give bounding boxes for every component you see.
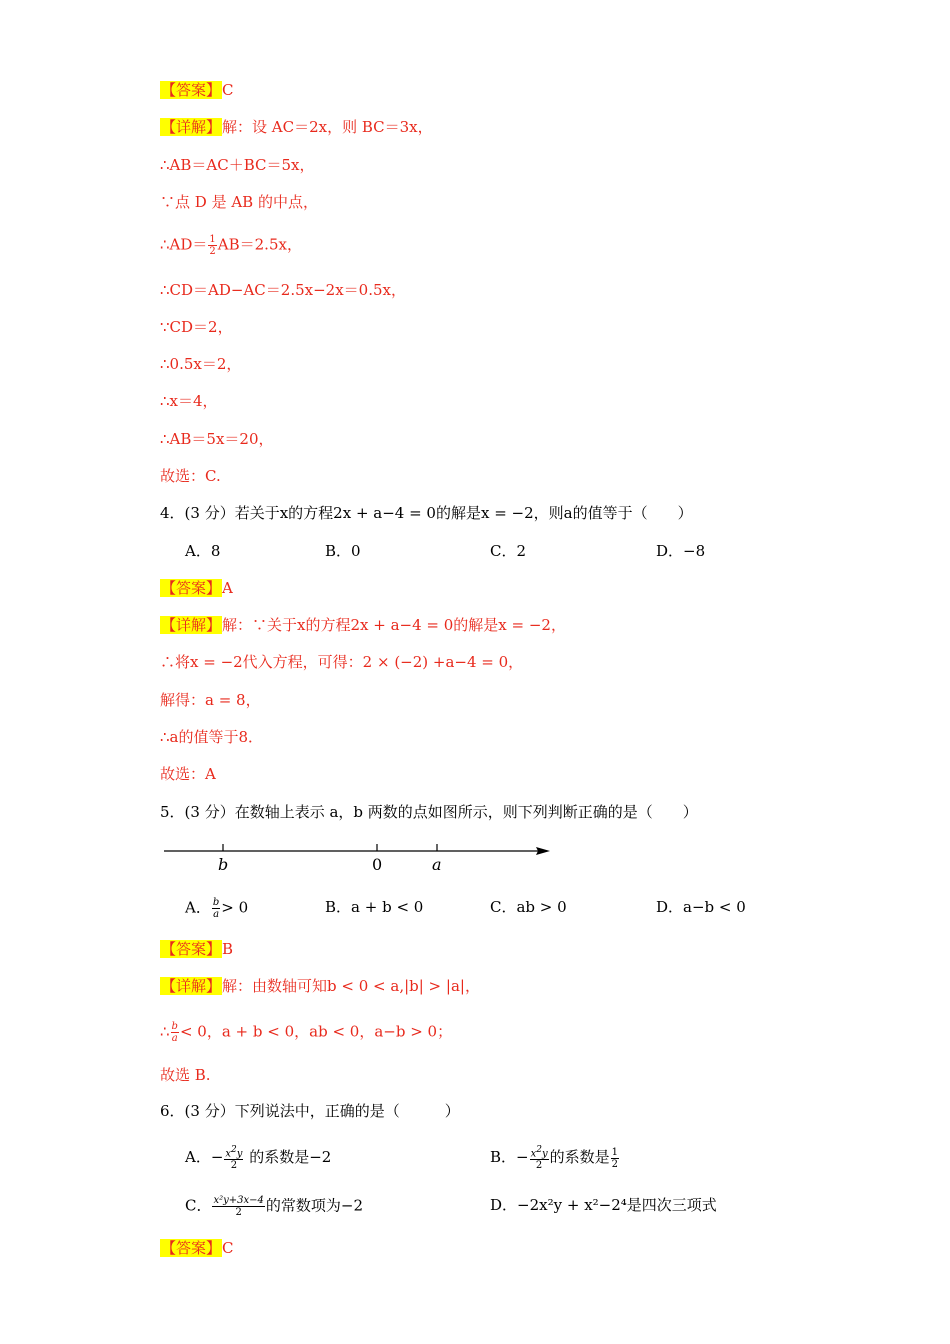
q3-step-6: ∵CD＝2， — [160, 318, 233, 336]
q6-option-d: D．−2x²y + x²−2⁴是四次三项式 — [490, 1196, 717, 1214]
fraction-one-half — [611, 1147, 619, 1170]
fraction-denominator: 2 — [230, 1160, 238, 1172]
fraction-b-over-a — [212, 897, 220, 920]
q5-detail: 解：由数轴可知b < 0 < a,|b| > |a|， — [222, 977, 480, 995]
fraction-numerator: x²y+3x−4 — [213, 1195, 264, 1206]
fraction-denominator: 2 — [535, 1160, 543, 1172]
detail-tag: 【详解】 — [161, 118, 222, 136]
q4-step-2: 解得：a = 8， — [160, 691, 261, 709]
option-suffix: > 0 — [221, 898, 249, 917]
label-b: b — [218, 855, 229, 874]
q3-step-3 — [160, 234, 302, 257]
q3-step-3-suffix: AB＝2.5x， — [217, 235, 302, 254]
option-suffix: 的系数是 — [549, 1148, 610, 1167]
half-fraction — [208, 234, 216, 257]
answer-tag: 【答案】 — [161, 579, 222, 597]
option-prefix: A． — [185, 898, 211, 917]
fraction-polynomial-over-2 — [212, 1195, 264, 1218]
axis-arrow — [536, 847, 550, 855]
q3-step-1: ∴AB＝AC＋BC＝5x， — [160, 156, 315, 174]
fraction-denominator: 2 — [611, 1158, 619, 1170]
q3-detail-line — [160, 117, 433, 137]
label-a: a — [432, 855, 442, 874]
q3-step-0: 解：设 AC＝2x，则 BC＝3x， — [222, 118, 433, 136]
answer-value: B — [222, 940, 234, 958]
q3-step-5: ∴CD＝AD−AC＝2.5x−2x＝0.5x， — [160, 281, 406, 299]
q4-conclusion: 故选：A — [160, 765, 216, 783]
step-prefix: ∴ — [160, 1022, 170, 1041]
q3-step-2: ∵点 D 是 AB 的中点， — [160, 193, 318, 211]
q4-option-d: D．−8 — [656, 542, 706, 560]
fraction-denominator: a — [213, 909, 220, 920]
q3-conclusion: 故选：C. — [160, 467, 221, 485]
fraction-denominator: 2 — [209, 246, 216, 257]
q6-option-c — [185, 1195, 363, 1218]
q4-stem: 4．(3 分）若关于x的方程2x + a−4 = 0的解是x = −2，则a的值等于（ ） — [160, 504, 693, 522]
q3-step-9: ∴AB＝5x＝20， — [160, 430, 274, 448]
option-prefix: B．− — [490, 1148, 529, 1167]
q5-option-b: B．a + b < 0 — [325, 898, 424, 916]
q5-step-2 — [160, 1021, 452, 1044]
option-suffix: 的常数项为−2 — [265, 1196, 364, 1215]
q4-option-c: C．2 — [490, 542, 527, 560]
answer-value: A — [222, 579, 233, 597]
answer-value: C — [222, 81, 234, 99]
q6-option-b — [490, 1145, 620, 1171]
fraction-numerator: $x^2y$ — [530, 1145, 548, 1160]
answer-tag: 【答案】 — [161, 81, 222, 99]
detail-tag: 【详解】 — [161, 977, 222, 995]
q6-stem: 6．(3 分）下列说法中，正确的是（ ） — [160, 1102, 460, 1120]
q3-step-3-prefix: ∴AD＝ — [160, 235, 208, 254]
option-prefix: C． — [185, 1196, 212, 1215]
q5-stem: 5．(3 分）在数轴上表示 a，b 两数的点如图所示，则下列判断正确的是（ ） — [160, 803, 698, 821]
q6-option-a — [185, 1145, 331, 1171]
answer-value: C — [222, 1239, 234, 1257]
step-suffix: < 0，a + b < 0，ab < 0，a−b > 0； — [179, 1022, 453, 1041]
q5-option-d: D．a−b < 0 — [656, 898, 746, 916]
fraction-x2y-over-2 — [530, 1145, 549, 1171]
q4-detail-line — [160, 615, 566, 635]
q3-answer-line — [160, 80, 234, 100]
fraction-numerator: 1 — [611, 1146, 619, 1158]
fraction-denominator: a — [171, 1033, 178, 1044]
detail-tag: 【详解】 — [161, 616, 222, 634]
q6-answer-line — [160, 1238, 234, 1258]
answer-tag: 【答案】 — [161, 940, 222, 958]
q5-option-c: C．ab > 0 — [490, 898, 567, 916]
fraction-b-over-a — [171, 1021, 179, 1044]
fraction-numerator: b — [212, 897, 220, 908]
q3-step-7: ∴0.5x＝2， — [160, 355, 242, 373]
q4-option-b: B．0 — [325, 542, 361, 560]
option-prefix: A．− — [185, 1148, 224, 1167]
q4-step-3: ∴a的值等于8． — [160, 728, 264, 746]
fraction-x2y-over-2 — [224, 1145, 243, 1171]
label-0: 0 — [372, 855, 383, 874]
fraction-numerator: 1 — [209, 234, 216, 245]
fraction-numerator: $x^2y$ — [225, 1145, 243, 1160]
q5-detail-line — [160, 976, 480, 996]
q5-conclusion: 故选 B. — [160, 1066, 211, 1084]
q4-step-0: 解：∵关于x的方程2x + a−4 = 0的解是x = −2， — [222, 616, 566, 634]
number-line-figure — [160, 838, 560, 878]
fraction-denominator: 2 — [235, 1207, 242, 1218]
q4-step-1: ∴将x = −2代入方程，可得：2 × (−2) +a−4 = 0， — [160, 653, 524, 671]
q4-answer-line — [160, 578, 233, 598]
answer-tag: 【答案】 — [161, 1239, 222, 1257]
q5-option-a — [185, 897, 248, 920]
q4-option-a: A．8 — [185, 542, 221, 560]
option-suffix: 的系数是−2 — [244, 1148, 332, 1167]
fraction-numerator: b — [171, 1021, 178, 1032]
q3-step-8: ∴x＝4， — [160, 392, 218, 410]
q5-answer-line — [160, 939, 233, 959]
